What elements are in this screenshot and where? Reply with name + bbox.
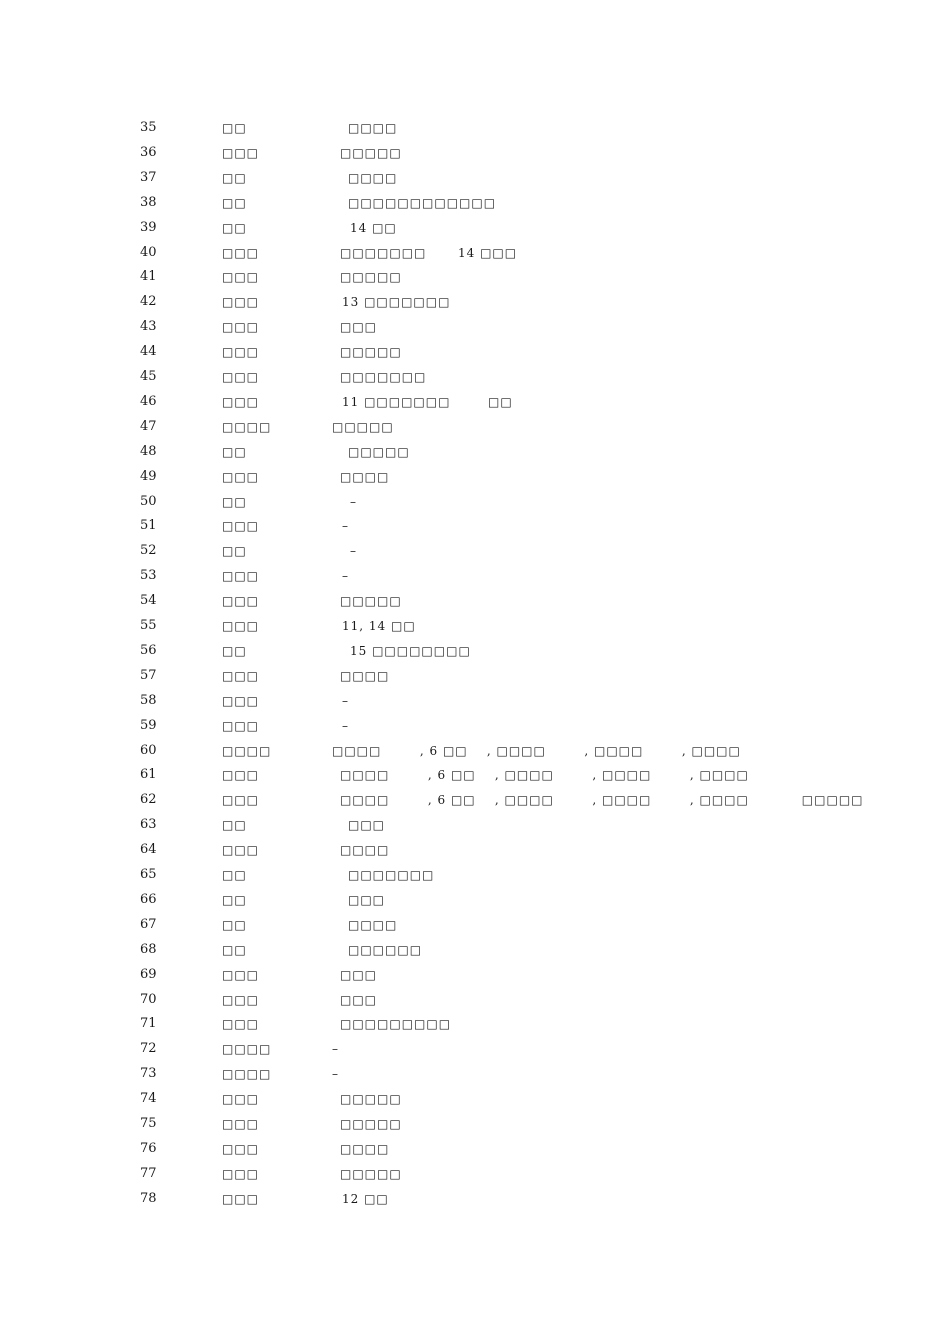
table-row: [0, 716, 950, 736]
row-number: 48: [140, 444, 157, 459]
table-row: [0, 1114, 950, 1134]
table-row: [0, 193, 950, 213]
row-detail: –: [342, 519, 349, 533]
table-row: [0, 492, 950, 512]
row-number: 47: [140, 419, 157, 434]
row-number: 51: [140, 518, 157, 533]
row-detail: –: [332, 1042, 339, 1056]
table-row: [0, 666, 950, 686]
row-number: 73: [140, 1066, 157, 1081]
table-row: [0, 790, 950, 810]
row-detail: □□□: [340, 968, 378, 982]
table-row: [0, 741, 950, 761]
row-detail: –: [350, 544, 357, 558]
row-name: □□□: [222, 1092, 260, 1106]
table-row: [0, 317, 950, 337]
row-detail: –: [332, 1067, 339, 1081]
row-detail: –: [350, 495, 357, 509]
row-number: 68: [140, 942, 157, 957]
row-detail: □□□□□□: [348, 943, 423, 957]
row-detail: □□□□□: [332, 420, 394, 434]
table-row: [0, 292, 950, 312]
row-name: □□□□: [222, 1042, 272, 1056]
row-name: □□□: [222, 619, 260, 633]
row-number: 36: [140, 145, 157, 160]
row-number: 70: [140, 992, 157, 1007]
row-name: □□: [222, 495, 247, 509]
row-name: □□: [222, 196, 247, 210]
row-number: 35: [140, 120, 157, 135]
row-detail: □□□□□: [348, 445, 410, 459]
row-name: □□□: [222, 146, 260, 160]
table-row: [0, 516, 950, 536]
table-row: [0, 1139, 950, 1159]
row-detail: □□□□□: [340, 270, 402, 284]
row-number: 65: [140, 867, 157, 882]
table-row: [0, 143, 950, 163]
table-row: [0, 641, 950, 661]
row-name: □□□: [222, 594, 260, 608]
row-detail: □□□□□□□: [340, 370, 427, 384]
row-extra: 14 □□□: [458, 246, 518, 260]
row-detail: □□□□□: [340, 345, 402, 359]
row-detail: □□□□□: [340, 594, 402, 608]
row-name: □□□: [222, 719, 260, 733]
row-detail: □□□□□: [340, 1117, 402, 1131]
row-detail: □□□□: [340, 843, 390, 857]
table-row: [0, 915, 950, 935]
row-name: □□□: [222, 669, 260, 683]
row-detail: □□□□: [348, 121, 398, 135]
row-detail: 12 □□: [342, 1192, 389, 1206]
row-detail: □□□□□□□□□□□□: [348, 196, 497, 210]
row-name: □□□: [222, 246, 260, 260]
table-row: [0, 566, 950, 586]
row-name: □□: [222, 868, 247, 882]
row-name: □□: [222, 918, 247, 932]
row-name: □□: [222, 893, 247, 907]
table-row: [0, 840, 950, 860]
row-name: □□□: [222, 768, 260, 782]
row-detail: □□□□ , 6 □□ , □□□□ , □□□□ , □□□□: [340, 768, 749, 782]
table-row: [0, 392, 950, 412]
table-row: [0, 243, 950, 263]
row-detail: 11, 14 □□: [342, 619, 416, 633]
row-name: □□□: [222, 1192, 260, 1206]
row-number: 74: [140, 1091, 157, 1106]
row-number: 57: [140, 668, 157, 683]
row-number: 49: [140, 469, 157, 484]
table-row: [0, 467, 950, 487]
row-number: 75: [140, 1116, 157, 1131]
row-name: □□: [222, 544, 247, 558]
row-number: 37: [140, 170, 157, 185]
table-row: [0, 218, 950, 238]
row-name: □□□□: [222, 1067, 272, 1081]
row-detail: –: [342, 569, 349, 583]
row-name: □□□: [222, 1117, 260, 1131]
row-detail: –: [342, 719, 349, 733]
row-number: 72: [140, 1041, 157, 1056]
table-row: [0, 616, 950, 636]
table-row: [0, 691, 950, 711]
table-row: [0, 1189, 950, 1209]
table-row: [0, 168, 950, 188]
row-name: □□: [222, 943, 247, 957]
row-detail: □□□: [348, 893, 386, 907]
row-number: 61: [140, 767, 157, 782]
row-name: □□: [222, 221, 247, 235]
row-detail: □□□: [348, 818, 386, 832]
row-detail: □□□□□: [340, 146, 402, 160]
row-number: 64: [140, 842, 157, 857]
table-row: [0, 1089, 950, 1109]
row-number: 62: [140, 792, 157, 807]
row-name: □□□: [222, 1167, 260, 1181]
row-name: □□□: [222, 1017, 260, 1031]
row-name: □□□: [222, 519, 260, 533]
row-detail: □□□□: [348, 918, 398, 932]
row-name: □□□: [222, 295, 260, 309]
row-extra: □□: [488, 395, 513, 409]
row-name: □□□: [222, 694, 260, 708]
row-name: □□□: [222, 345, 260, 359]
row-number: 41: [140, 269, 157, 284]
row-detail: □□□□□□□: [348, 868, 435, 882]
row-number: 66: [140, 892, 157, 907]
table-row: [0, 1039, 950, 1059]
table-row: [0, 940, 950, 960]
row-detail: □□□□□□□□□: [340, 1017, 452, 1031]
row-number: 54: [140, 593, 157, 608]
row-number: 56: [140, 643, 157, 658]
row-detail: 13 □□□□□□□: [342, 295, 451, 309]
row-detail: □□□□: [348, 171, 398, 185]
row-number: 50: [140, 494, 157, 509]
row-name: □□□: [222, 968, 260, 982]
row-number: 38: [140, 195, 157, 210]
row-name: □□□: [222, 270, 260, 284]
table-row: [0, 1164, 950, 1184]
table-row: [0, 541, 950, 561]
table-row: [0, 890, 950, 910]
row-name: □□□: [222, 843, 260, 857]
row-number: 46: [140, 394, 157, 409]
table-row: [0, 990, 950, 1010]
row-detail: 14 □□: [350, 221, 397, 235]
row-detail: –: [342, 694, 349, 708]
table-row: [0, 965, 950, 985]
row-number: 63: [140, 817, 157, 832]
table-row: [0, 815, 950, 835]
table-row: [0, 442, 950, 462]
row-number: 77: [140, 1166, 157, 1181]
table-row: [0, 417, 950, 437]
row-detail: □□□: [340, 320, 378, 334]
row-detail: □□□□: [340, 1142, 390, 1156]
row-detail: 15 □□□□□□□□: [350, 644, 471, 658]
row-name: □□□: [222, 320, 260, 334]
row-name: □□□: [222, 370, 260, 384]
row-number: 53: [140, 568, 157, 583]
table-row: [0, 342, 950, 362]
row-number: 39: [140, 220, 157, 235]
row-number: 69: [140, 967, 157, 982]
row-name: □□□: [222, 1142, 260, 1156]
table-row: [0, 267, 950, 287]
row-detail: □□□□ , 6 □□ , □□□□ , □□□□ , □□□□ □□□□□: [340, 793, 864, 807]
row-name: □□: [222, 445, 247, 459]
row-name: □□: [222, 818, 247, 832]
row-number: 44: [140, 344, 157, 359]
row-number: 58: [140, 693, 157, 708]
row-detail: 11 □□□□□□□: [342, 395, 451, 409]
row-number: 52: [140, 543, 157, 558]
row-name: □□□: [222, 395, 260, 409]
row-number: 78: [140, 1191, 157, 1206]
row-name: □□□: [222, 993, 260, 1007]
row-detail: □□□□□: [340, 1092, 402, 1106]
table-row: [0, 591, 950, 611]
row-detail: □□□□: [340, 470, 390, 484]
row-number: 76: [140, 1141, 157, 1156]
row-number: 45: [140, 369, 157, 384]
row-number: 43: [140, 319, 157, 334]
row-detail: □□□□□: [340, 1167, 402, 1181]
row-name: □□□: [222, 470, 260, 484]
table-row: [0, 1014, 950, 1034]
row-name: □□: [222, 644, 247, 658]
row-detail: □□□: [340, 993, 378, 1007]
row-name: □□□: [222, 569, 260, 583]
row-number: 67: [140, 917, 157, 932]
row-name: □□□□: [222, 420, 272, 434]
row-number: 55: [140, 618, 157, 633]
row-name: □□: [222, 121, 247, 135]
row-number: 60: [140, 743, 157, 758]
row-detail: □□□□ , 6 □□ , □□□□ , □□□□ , □□□□: [332, 744, 741, 758]
row-name: □□□□: [222, 744, 272, 758]
row-number: 42: [140, 294, 157, 309]
row-number: 71: [140, 1016, 157, 1031]
table-row: [0, 118, 950, 138]
table-row: [0, 865, 950, 885]
table-row: [0, 1064, 950, 1084]
table-row: [0, 367, 950, 387]
row-number: 59: [140, 718, 157, 733]
row-name: □□: [222, 171, 247, 185]
row-detail: □□□□: [340, 669, 390, 683]
row-number: 40: [140, 245, 157, 260]
table-row: [0, 765, 950, 785]
row-detail: □□□□□□□: [340, 246, 427, 260]
row-name: □□□: [222, 793, 260, 807]
